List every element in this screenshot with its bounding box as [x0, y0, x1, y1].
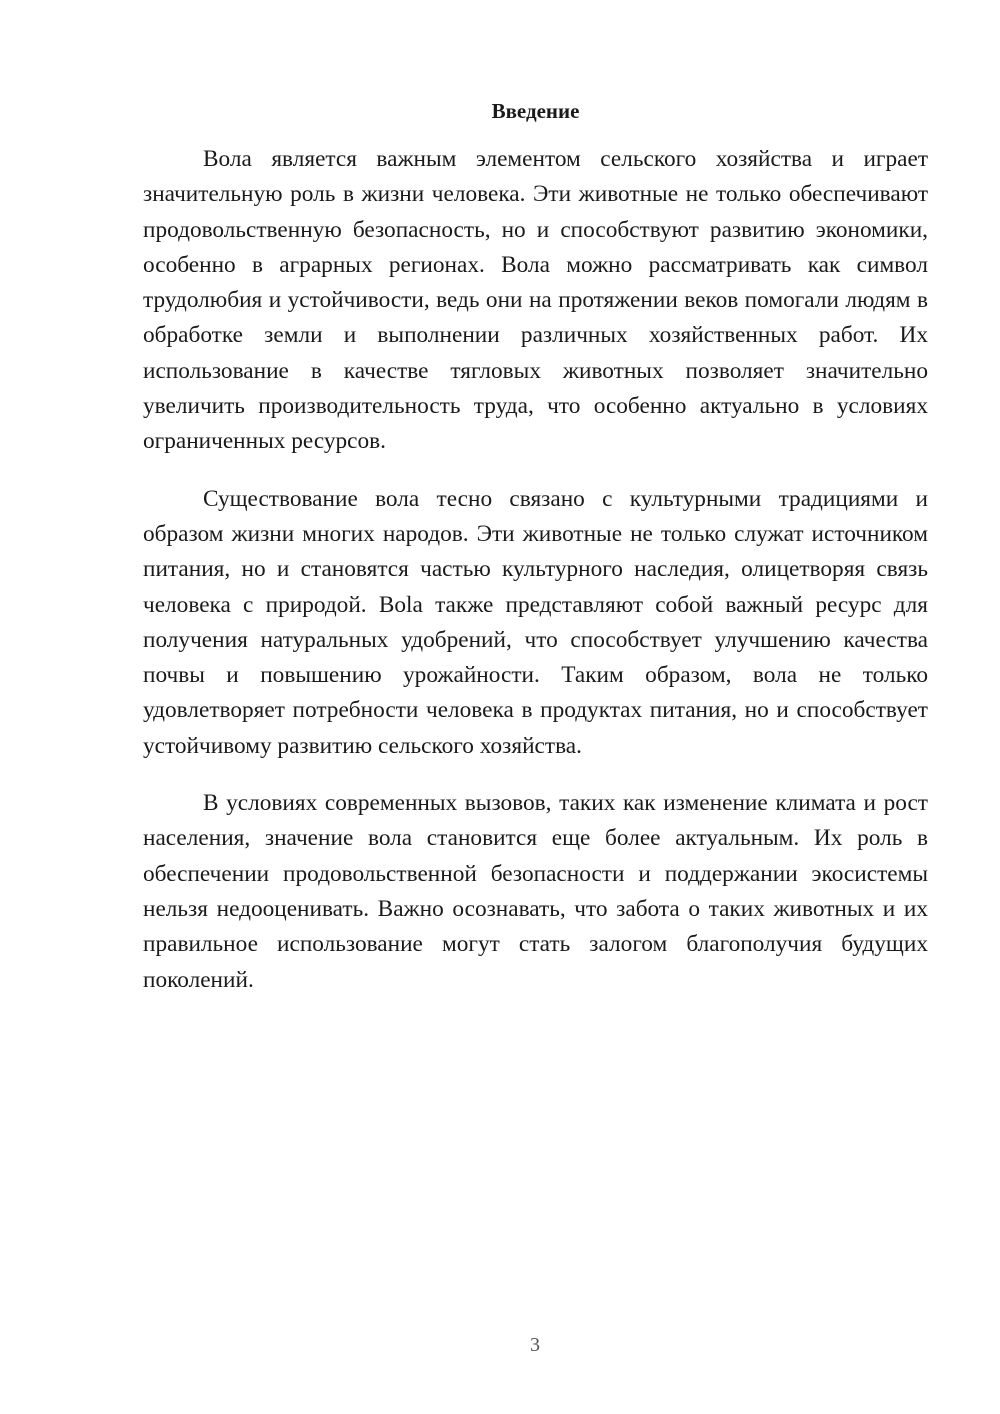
section-title: Введение	[491, 99, 580, 123]
paragraph-3: В условиях современных вызовов, таких как изменение климата и рост населения, значение вола становится еще более актуальным. Их роль в обеспечении продовольственной безопасности и поддержании экосистемы нельзя недооценивать. Важно осознавать, что забота о таких животных и их правильное использование могут стать залогом благополучия будущих поколений.	[143, 790, 928, 993]
page-number: 3	[530, 1334, 540, 1356]
paragraph-1: Вола является важным элементом сельского хозяйства и играет значительную роль в жизни человека. Эти животные не только обеспечивают продовольственную безопасность, но и способствуют развитию экономики, особенно в аграрных регионах. Вола можно рассматривать как символ трудолюбия и устойчивости, ведь они на протяжении веков помогали людям в обработке земли и выполнении различных хозяйственных работ. Их использование в качестве тягловых животных позволяет значительно увеличить производительность труда, что особенно актуально в условиях ограниченных ресурсов.	[143, 146, 928, 455]
paragraph-2: Существование вола тесно связано с культурными традициями и образом жизни многих народов. Эти животные не только служат источником питания, но и становятся частью культурного наследия, олицетворяя связь человека с природой. Bola также представляют собой важный ресурс для получения натуральных удобрений, что способствует улучшению качества почвы и повышению урожайности. Таким образом, вола не только удовлетворяет потребности человека в продуктах питания, но и способствует устойчивому развитию сельского хозяйства.	[143, 485, 928, 759]
page-content	[143, 96, 928, 1020]
